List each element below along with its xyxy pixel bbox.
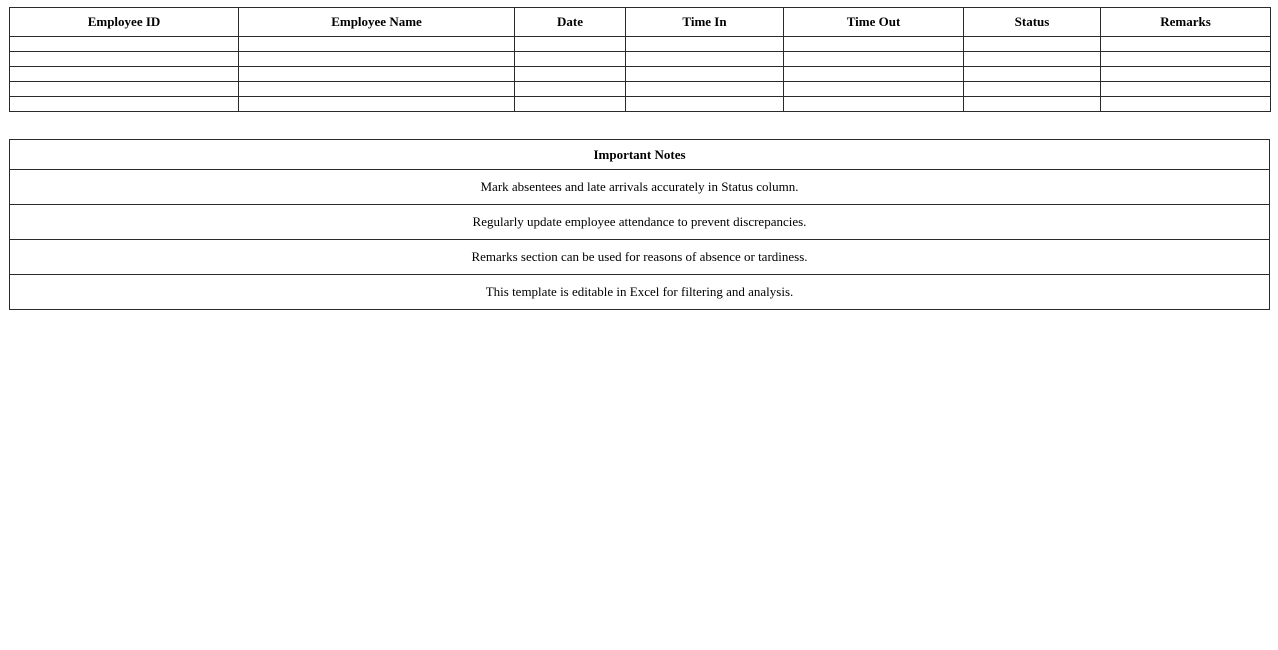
cell-date[interactable] bbox=[515, 52, 626, 67]
column-header-date: Date bbox=[515, 8, 626, 37]
list-item bbox=[10, 240, 1270, 275]
cell-status[interactable] bbox=[964, 97, 1101, 112]
list-item bbox=[10, 170, 1270, 205]
cell-time-out[interactable] bbox=[784, 82, 964, 97]
column-header-time-in: Time In bbox=[626, 8, 784, 37]
cell-time-out[interactable] bbox=[784, 67, 964, 82]
cell-employee-id[interactable] bbox=[10, 37, 239, 52]
cell-employee-name[interactable] bbox=[239, 82, 515, 97]
notes-table-header bbox=[10, 140, 1270, 170]
cell-employee-name[interactable] bbox=[239, 67, 515, 82]
employee-attendance-table bbox=[9, 7, 1271, 112]
cell-time-out[interactable] bbox=[784, 97, 964, 112]
attendance-table-header bbox=[10, 8, 1271, 37]
cell-employee-id[interactable] bbox=[10, 82, 239, 97]
cell-remarks[interactable] bbox=[1101, 97, 1271, 112]
column-header-status: Status bbox=[964, 8, 1101, 37]
cell-status[interactable] bbox=[964, 37, 1101, 52]
column-header-employee-id: Employee ID bbox=[10, 8, 239, 37]
note-text: Regularly update employee attendance to prevent discrepancies. bbox=[10, 205, 1270, 240]
table-row bbox=[10, 37, 1271, 52]
cell-employee-name[interactable] bbox=[239, 97, 515, 112]
note-text: This template is editable in Excel for filtering and analysis. bbox=[10, 275, 1270, 310]
notes-header-row bbox=[10, 140, 1270, 170]
attendance-table-body bbox=[10, 37, 1271, 112]
cell-remarks[interactable] bbox=[1101, 67, 1271, 82]
cell-status[interactable] bbox=[964, 67, 1101, 82]
cell-status[interactable] bbox=[964, 82, 1101, 97]
cell-time-out[interactable] bbox=[784, 37, 964, 52]
table-row bbox=[10, 97, 1271, 112]
cell-employee-id[interactable] bbox=[10, 97, 239, 112]
cell-time-in[interactable] bbox=[626, 67, 784, 82]
cell-remarks[interactable] bbox=[1101, 82, 1271, 97]
notes-section-title: Important Notes bbox=[10, 140, 1270, 170]
column-header-remarks: Remarks bbox=[1101, 8, 1271, 37]
cell-date[interactable] bbox=[515, 82, 626, 97]
cell-status[interactable] bbox=[964, 52, 1101, 67]
cell-time-in[interactable] bbox=[626, 97, 784, 112]
cell-time-in[interactable] bbox=[626, 52, 784, 67]
table-row bbox=[10, 67, 1271, 82]
cell-time-in[interactable] bbox=[626, 37, 784, 52]
cell-date[interactable] bbox=[515, 97, 626, 112]
cell-employee-name[interactable] bbox=[239, 37, 515, 52]
note-text: Remarks section can be used for reasons of absence or tardiness. bbox=[10, 240, 1270, 275]
cell-date[interactable] bbox=[515, 67, 626, 82]
cell-employee-name[interactable] bbox=[239, 52, 515, 67]
column-header-employee-name: Employee Name bbox=[239, 8, 515, 37]
attendance-table-container bbox=[9, 7, 1270, 112]
cell-remarks[interactable] bbox=[1101, 37, 1271, 52]
cell-employee-id[interactable] bbox=[10, 52, 239, 67]
notes-table-body bbox=[10, 170, 1270, 310]
list-item bbox=[10, 275, 1270, 310]
cell-date[interactable] bbox=[515, 37, 626, 52]
important-notes-table bbox=[9, 139, 1270, 310]
column-header-time-out: Time Out bbox=[784, 8, 964, 37]
cell-employee-id[interactable] bbox=[10, 67, 239, 82]
list-item bbox=[10, 205, 1270, 240]
table-header-row bbox=[10, 8, 1271, 37]
cell-time-in[interactable] bbox=[626, 82, 784, 97]
important-notes-container bbox=[9, 139, 1270, 310]
table-row bbox=[10, 52, 1271, 67]
note-text: Mark absentees and late arrivals accurately in Status column. bbox=[10, 170, 1270, 205]
cell-remarks[interactable] bbox=[1101, 52, 1271, 67]
table-row bbox=[10, 82, 1271, 97]
cell-time-out[interactable] bbox=[784, 52, 964, 67]
